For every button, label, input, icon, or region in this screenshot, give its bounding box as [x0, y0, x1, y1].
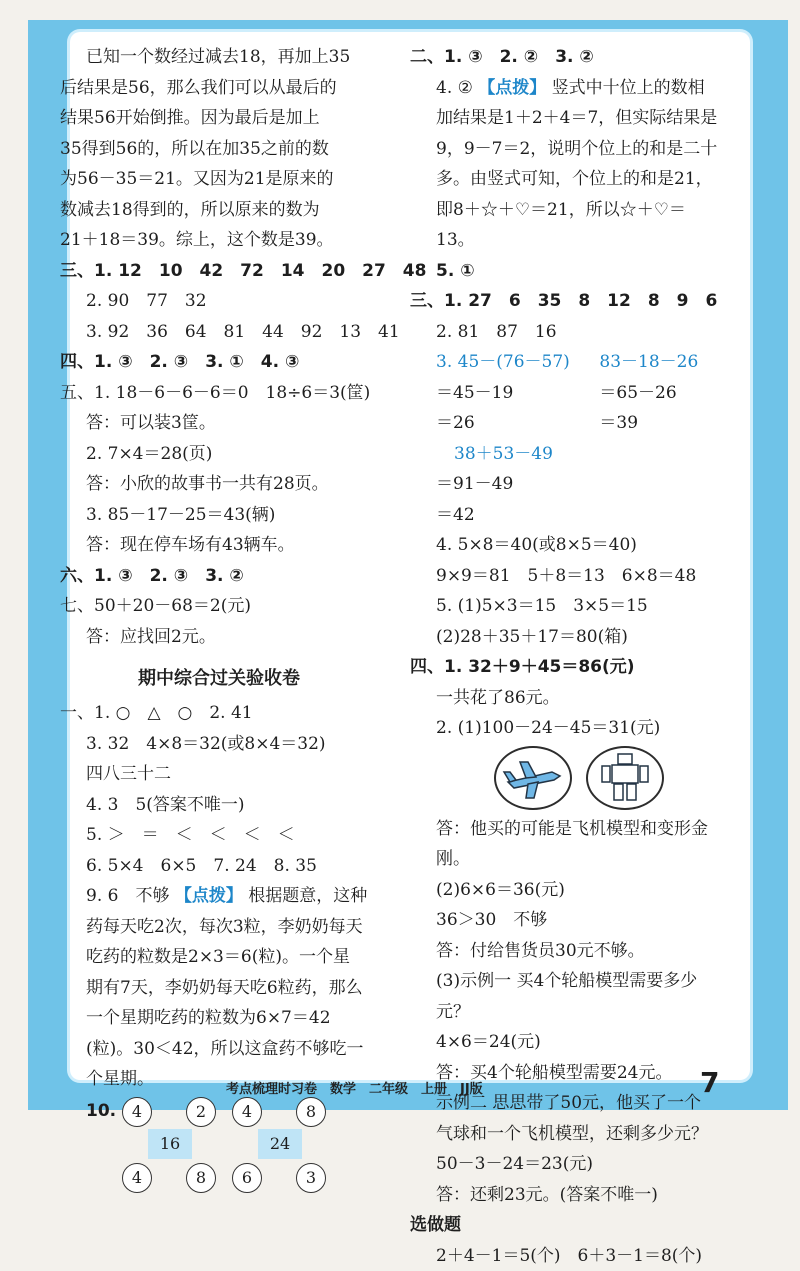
number-circle: 4	[122, 1163, 152, 1193]
text-line: 个星期。	[60, 1064, 378, 1095]
calc-expression: 3. 45－(76－57)	[436, 347, 594, 378]
text-line: 4. 5×8＝40(或8×5＝40)	[410, 530, 726, 561]
optional-title: 选做题	[410, 1210, 726, 1241]
q9-prefix: 9. 6 不够	[86, 886, 169, 906]
text-line: 9，9－7＝2，说明个位上的和是二十	[410, 134, 726, 165]
text-line: 36＞30 不够	[410, 905, 726, 936]
answer-line: 答：他买的可能是飞机模型和变形金	[410, 814, 726, 845]
text-line: 2. 81 87 16	[410, 317, 726, 348]
calc-expression: 83－18－26	[599, 352, 698, 372]
text-line: 6. 5×4 6×5 7. 24 8. 35	[60, 851, 378, 882]
text-line: 2＋4－1＝5(个) 6＋3－1＝8(个)	[410, 1241, 726, 1271]
page-number: 7	[700, 1066, 719, 1099]
text-line: 药每天吃2次，每次3粒，李奶奶每天	[60, 912, 378, 943]
text-line: 35得到56的，所以在加35之前的数	[60, 134, 378, 165]
left-column	[60, 42, 378, 1245]
calc-expression: 38＋53－49	[436, 444, 553, 464]
section-three-right: 三、1. 27 6 35 8 12 8 9 6	[410, 286, 726, 317]
q4-answer: 4. ②	[436, 78, 473, 98]
number-circle: 2	[186, 1097, 216, 1127]
text-line: 3. 85－17－25＝43(辆)	[60, 500, 378, 531]
calc-header	[410, 347, 726, 378]
text-line: 5. (1)5×3＝15 3×5＝15	[410, 591, 726, 622]
text-line: 多。由竖式可知，个位上的和是21，	[410, 164, 726, 195]
number-circle: 4	[232, 1097, 262, 1127]
text-line: 3. 32 4×8＝32(或8×4＝32)	[60, 729, 378, 760]
answer-line: 答：可以装3筐。	[60, 408, 378, 439]
section-title: 期中综合过关验收卷	[60, 660, 378, 698]
section-two: 二、1. ③ 2. ② 3. ②	[410, 42, 726, 73]
text-line: 3. 92 36 64 81 44 92 13 41	[60, 317, 378, 348]
text-line: 刚。	[410, 844, 726, 875]
section-six: 六、1. ③ 2. ③ 3. ②	[60, 561, 378, 592]
text-line: 示例二 思思带了50元，他买了一个	[410, 1088, 726, 1119]
text-line: 50－3－24＝23(元)	[410, 1149, 726, 1180]
text-line: 一个星期吃药的粒数为6×7＝42	[60, 1003, 378, 1034]
text-line: 吃药的粒数是2×3＝6(粒)。一个星	[60, 942, 378, 973]
calc-step: ＝91－49	[410, 469, 726, 500]
product-box: 16	[148, 1129, 192, 1159]
text-line: 一、1. ○ △ ○ 2. 41	[60, 698, 378, 729]
text-line: (2)6×6＝36(元)	[410, 875, 726, 906]
text-line: 2. (1)100－24－45＝31(元)	[410, 713, 726, 744]
text-line: 9×9＝81 5＋8＝13 6×8＝48	[410, 561, 726, 592]
text-line: 四八三十二	[60, 759, 378, 790]
number-circle: 3	[296, 1163, 326, 1193]
text-line: 数减去18得到的，所以原来的数为	[60, 195, 378, 226]
answer-line: 答：应找回2元。	[60, 622, 378, 653]
number-circle: 4	[122, 1097, 152, 1127]
text-line: 2. 7×4＝28(页)	[60, 439, 378, 470]
airplane-icon	[494, 746, 572, 810]
calc-step-left: ＝45－19	[436, 378, 594, 409]
section-four: 四、1. ③ 2. ③ 3. ① 4. ③	[60, 347, 378, 378]
text-line: 2. 90 77 32	[60, 286, 378, 317]
text-line: 元？	[410, 997, 726, 1028]
answer-line: 一共花了86元。	[410, 683, 726, 714]
answer-line: 答：买4个轮船模型需要24元。	[410, 1058, 726, 1089]
text-line: 已知一个数经过减去18，再加上35	[60, 42, 378, 73]
robot-icon	[586, 746, 664, 810]
text-line: 期有7天，李奶奶每天吃6粒药，那么	[60, 973, 378, 1004]
calc-expression-3	[410, 439, 726, 470]
calc-step: ＝42	[410, 500, 726, 531]
q9-first-line	[60, 881, 378, 912]
answer-line: 答：现在停车场有43辆车。	[60, 530, 378, 561]
text-line: 即8＋☆＋♡＝21，所以☆＋♡＝	[410, 195, 726, 226]
text-line: 4. 3 5(答案不唯一)	[60, 790, 378, 821]
number-circle: 8	[186, 1163, 216, 1193]
text-line: 加结果是1＋2＋4＝7，但实际结果是	[410, 103, 726, 134]
section-three: 三、1. 12 10 42 72 14 20 27 48	[60, 256, 378, 287]
product-box: 24	[258, 1129, 302, 1159]
page-footer: 考点梳理时习卷 数学 二年级 上册 JJ版	[226, 1078, 726, 1097]
answer-line: 答：付给售货员30元不够。	[410, 936, 726, 967]
text-line: 为56－35＝21。又因为21是原来的	[60, 164, 378, 195]
text-line: (粒)。30＜42，所以这盒药不够吃一	[60, 1034, 378, 1065]
section-four-right: 四、1. 32＋9＋45＝86(元)	[410, 652, 726, 683]
calc-step	[410, 378, 726, 409]
hint-badge: 【点拨】	[175, 886, 243, 906]
calc-step	[410, 408, 726, 439]
text-line: 13。	[410, 225, 726, 256]
text-line: 结果56开始倒推。因为最后是加上	[60, 103, 378, 134]
calc-step-right: ＝65－26	[599, 383, 676, 403]
hint-badge: 【点拨】	[478, 78, 546, 98]
text-line: 后结果是56，那么我们可以从最后的	[60, 73, 378, 104]
calc-step-left: ＝26	[436, 408, 594, 439]
section-five: 五、1. 18－6－6－6＝0 18÷6＝3(筐)	[60, 378, 378, 409]
q4-first-line	[410, 73, 726, 104]
text-line: (3)示例一 买4个轮船模型需要多少	[410, 966, 726, 997]
answer-line: 答：还剩23元。(答案不唯一)	[410, 1180, 726, 1211]
q10-label: 10.	[86, 1101, 116, 1121]
text-line: 5. ①	[410, 256, 726, 287]
toy-images	[410, 744, 726, 814]
q4-text: 竖式中十位上的数相	[552, 78, 705, 98]
number-circle: 6	[232, 1163, 262, 1193]
section-seven: 七、50＋20－68＝2(元)	[60, 591, 378, 622]
q9-text: 根据题意，这种	[248, 886, 367, 906]
calc-step-right: ＝39	[599, 413, 638, 433]
q10-diagram	[60, 1095, 378, 1245]
number-circle: 8	[296, 1097, 326, 1127]
answer-line: 答：小欣的故事书一共有28页。	[60, 469, 378, 500]
text-line: 4×6＝24(元)	[410, 1027, 726, 1058]
text-line: 5. ＞ ＝ ＜ ＜ ＜ ＜	[60, 820, 378, 851]
text-line: 21＋18＝39。综上，这个数是39。	[60, 225, 378, 256]
text-line: (2)28＋35＋17＝80(箱)	[410, 622, 726, 653]
text-line: 气球和一个飞机模型，还剩多少元？	[410, 1119, 726, 1150]
